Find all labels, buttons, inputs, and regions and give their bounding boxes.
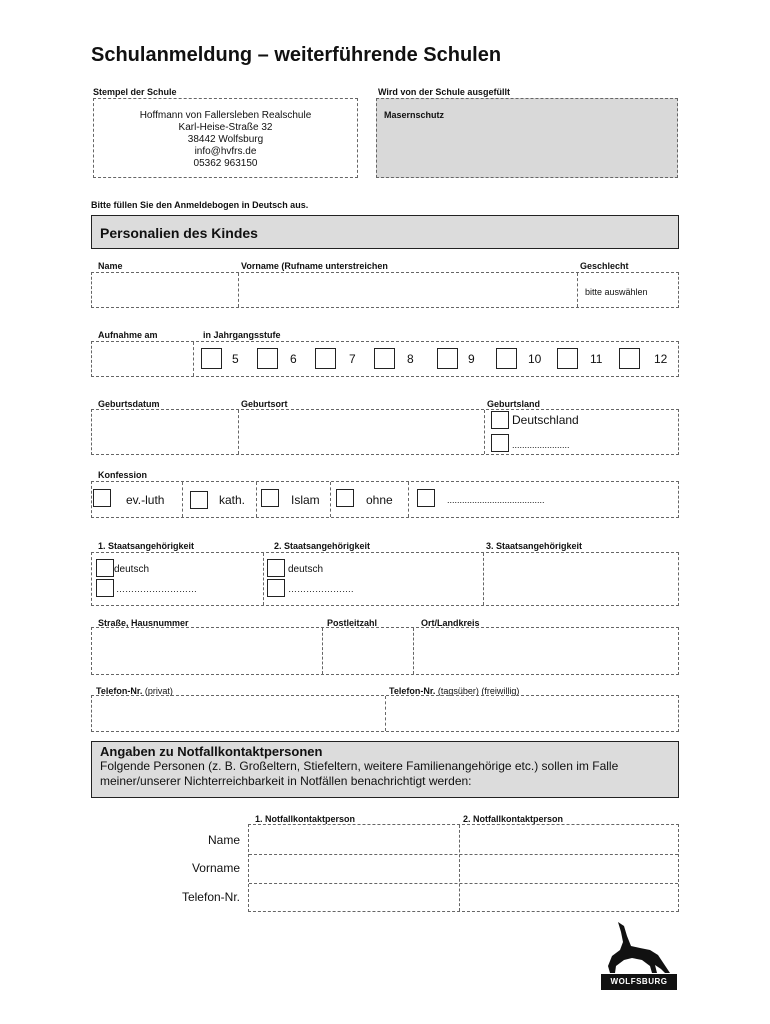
- grade-5-checkbox[interactable]: [201, 348, 222, 369]
- contact-1-name-field[interactable]: [249, 825, 458, 854]
- birthplace-field[interactable]: [239, 410, 483, 454]
- emergency-row-name: Name: [207, 833, 240, 847]
- section-child-title: Personalien des Kindes: [100, 225, 258, 241]
- measles-label: Masernschutz: [384, 110, 445, 120]
- name-field[interactable]: [92, 273, 238, 307]
- grade-8-checkbox[interactable]: [374, 348, 395, 369]
- gender-label: Geschlecht: [580, 261, 629, 271]
- contact-2-firstname-field[interactable]: [460, 855, 678, 883]
- religion-islam-checkbox[interactable]: [261, 489, 279, 507]
- school-email: info@hvfrs.de: [194, 146, 257, 157]
- birth-row: [91, 409, 679, 455]
- contact-1-label: 1. Notfallkontaktperson: [255, 814, 356, 824]
- wolfsburg-logo: [598, 922, 678, 994]
- wolf-icon: [598, 922, 678, 974]
- zip-label: Postleitzahl: [327, 618, 378, 628]
- emergency-title: Angaben zu Notfallkontaktpersonen: [100, 744, 323, 759]
- school-street: Karl-Heise-Straße 32: [178, 122, 273, 133]
- birthplace-label: Geburtsort: [241, 399, 288, 409]
- citizenship-2-german-checkbox[interactable]: [267, 559, 285, 577]
- phone-private-field[interactable]: [92, 696, 384, 731]
- religion-other-line[interactable]: .......................................: [447, 495, 545, 505]
- citizenship-2-label: 2. Staatsangehörigkeit: [274, 541, 371, 551]
- religion-other-checkbox[interactable]: [417, 489, 435, 507]
- citizenship-3-label: 3. Staatsangehörigkeit: [486, 541, 583, 551]
- birthdate-field[interactable]: [92, 410, 238, 454]
- grade-12-checkbox[interactable]: [619, 348, 640, 369]
- grade-9-checkbox[interactable]: [437, 348, 458, 369]
- religion-evluth-checkbox[interactable]: [93, 489, 111, 507]
- grade-label: in Jahrgangsstufe: [203, 330, 281, 340]
- contact-2-label: 2. Notfallkontaktperson: [463, 814, 564, 824]
- grade-7-label: 7: [349, 352, 356, 366]
- grade-5-label: 5: [232, 352, 239, 366]
- page-title: Schulanmeldung – weiterführende Schulen: [91, 44, 502, 66]
- instruction-text: Bitte füllen Sie den Anmeldebogen in Deutsch aus.: [91, 200, 309, 210]
- stamp-label: Stempel der Schule: [93, 87, 177, 97]
- birthcountry-other-line[interactable]: .......................: [512, 440, 570, 450]
- phone-row: [91, 695, 679, 732]
- religion-kath-label: kath.: [219, 493, 246, 507]
- firstname-label: Vorname (Rufname unterstreichen: [241, 261, 388, 271]
- phone-day-field[interactable]: [386, 696, 679, 731]
- birthcountry-germany-checkbox[interactable]: [491, 411, 509, 429]
- birthdate-label: Geburtsdatum: [98, 399, 160, 409]
- grade-6-label: 6: [290, 352, 297, 366]
- contact-1-firstname-field[interactable]: [249, 855, 458, 883]
- street-field[interactable]: [92, 628, 322, 674]
- city-label: Ort/Landkreis: [421, 618, 480, 628]
- school-use-label: Wird von der Schule ausgefüllt: [378, 87, 510, 97]
- grade-10-label: 10: [528, 352, 542, 366]
- citizenship-2-other-checkbox[interactable]: [267, 579, 285, 597]
- religion-none-label: ohne: [366, 493, 393, 507]
- school-phone: 05362 963150: [193, 158, 258, 169]
- citizenship-1-german-checkbox[interactable]: [96, 559, 114, 577]
- citizenship-1-other-checkbox[interactable]: [96, 579, 114, 597]
- grade-10-checkbox[interactable]: [496, 348, 517, 369]
- grade-9-label: 9: [468, 352, 475, 366]
- admission-date-label: Aufnahme am: [98, 330, 158, 340]
- name-label: Name: [98, 261, 123, 271]
- school-stamp: [93, 98, 358, 178]
- grade-11-checkbox[interactable]: [557, 348, 578, 369]
- citizenship-1-label: 1. Staatsangehörigkeit: [98, 541, 195, 551]
- grade-6-checkbox[interactable]: [257, 348, 278, 369]
- citizenship-1-german-label: deutsch: [114, 564, 150, 575]
- zip-field[interactable]: [323, 628, 412, 674]
- birthcountry-other-checkbox[interactable]: [491, 434, 509, 452]
- emergency-header: [91, 741, 679, 798]
- school-use-box: [376, 98, 678, 178]
- emergency-text: Folgende Personen (z. B. Großeltern, Stiefeltern, weitere Familienangehörige etc.) sollen im Falle meiner/unserer Nichterreichbarkeit in Notfällen benachrichtigt werden:: [100, 759, 619, 788]
- birthcountry-germany-label: Deutschland: [512, 413, 579, 427]
- emergency-row-phone: Telefon-Nr.: [181, 890, 240, 904]
- street-label: Straße, Hausnummer: [98, 618, 189, 628]
- citizenship-2-other-line[interactable]: ………………….: [288, 584, 354, 594]
- gender-select[interactable]: bitte auswählen: [585, 287, 648, 297]
- admission-date-field[interactable]: [92, 342, 192, 376]
- citizenship-row: [91, 552, 679, 606]
- contact-2-name-field[interactable]: [460, 825, 678, 854]
- citizenship-1-other-line[interactable]: ………………………: [116, 584, 197, 594]
- citizenship-2-german-label: deutsch: [288, 564, 324, 575]
- birthcountry-label: Geburtsland: [487, 399, 541, 409]
- citizenship-3-field[interactable]: [484, 553, 679, 605]
- phone-day-label: Telefon-Nr. (tagsüber) (freiwillig): [389, 686, 520, 696]
- religion-evluth-label: ev.-luth: [126, 493, 165, 507]
- religion-islam-label: Islam: [291, 493, 320, 507]
- section-child-header: [91, 215, 679, 249]
- grade-7-checkbox[interactable]: [315, 348, 336, 369]
- grade-11-label: 11: [590, 352, 603, 366]
- firstname-field[interactable]: [239, 273, 576, 307]
- emergency-table: [248, 824, 679, 912]
- school-name: Hoffmann von Fallersleben Realschule: [139, 110, 312, 121]
- contact-2-phone-field[interactable]: [460, 884, 678, 912]
- address-row: [91, 627, 679, 675]
- phone-private-label: Telefon-Nr. (privat): [96, 686, 173, 696]
- name-row: [91, 272, 679, 308]
- religion-label: Konfession: [98, 470, 148, 480]
- contact-1-phone-field[interactable]: [249, 884, 458, 912]
- logo-wordmark: WOLFSBURG: [601, 974, 677, 990]
- religion-kath-checkbox[interactable]: [190, 491, 208, 509]
- emergency-row-firstname: Vorname: [191, 861, 240, 875]
- school-city: 38442 Wolfsburg: [187, 134, 264, 145]
- city-field[interactable]: [414, 628, 679, 674]
- religion-none-checkbox[interactable]: [336, 489, 354, 507]
- grade-12-label: 12: [654, 352, 668, 366]
- grade-8-label: 8: [407, 352, 414, 366]
